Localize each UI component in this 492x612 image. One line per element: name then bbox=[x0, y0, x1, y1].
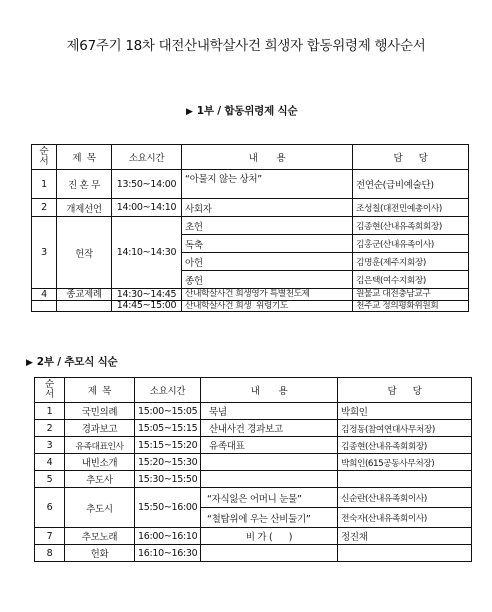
table-header-row bbox=[35, 378, 472, 403]
cell-content bbox=[201, 471, 338, 488]
header-item: 제 목 bbox=[65, 378, 135, 403]
cell-content: 아헌 bbox=[182, 253, 353, 271]
cell-person: 김종현(산내유족회회장) bbox=[353, 217, 469, 235]
part1-heading bbox=[186, 103, 297, 118]
triangle-right-icon: ▶ bbox=[26, 358, 33, 368]
header-time: 소요시간 bbox=[112, 145, 182, 170]
cell-time: 14:00~14:10 bbox=[112, 199, 182, 217]
cell-person: 신순란(산내유족회이사) bbox=[338, 488, 472, 508]
cell-content: 종헌 bbox=[182, 271, 353, 289]
cell-content: 독축 bbox=[182, 235, 353, 253]
cell-time: 15:15~15:20 bbox=[135, 437, 201, 454]
cell-no: 5 bbox=[35, 471, 65, 488]
cell-item: 진 혼 무 bbox=[57, 170, 112, 199]
cell-item bbox=[57, 301, 112, 312]
cell-time: 15:20~15:30 bbox=[135, 454, 201, 471]
cell-content: 사회자 bbox=[182, 199, 353, 217]
cell-item: 추모노래 bbox=[65, 528, 135, 545]
cell-content: 유족대표 bbox=[201, 437, 338, 454]
cell-content: 산내학살사건 희생 위령기도 bbox=[182, 301, 353, 312]
part1-heading-text: 1부 / 합동위령제 식순 bbox=[196, 105, 298, 117]
cell-person: 원불교 대전충남교구 bbox=[353, 289, 469, 301]
cell-person: 김종현(산내유족회회장) bbox=[338, 437, 472, 454]
cell-time: 16:00~16:10 bbox=[135, 528, 201, 545]
table-row bbox=[35, 488, 472, 508]
cell-item: 국민의례 bbox=[65, 403, 135, 420]
cell-no: 2 bbox=[35, 420, 65, 437]
cell-no: 4 bbox=[35, 454, 65, 471]
table-row bbox=[32, 217, 469, 235]
cell-item: 헌작 bbox=[57, 217, 112, 289]
cell-no: 6 bbox=[35, 488, 65, 528]
cell-person bbox=[338, 471, 472, 488]
cell-time: 15:00~15:05 bbox=[135, 403, 201, 420]
cell-content: “철탑위에 우는 산비둘기” bbox=[201, 508, 338, 528]
cell-person: 김명훈(제주지회장) bbox=[353, 253, 469, 271]
header-time: 소요시간 bbox=[135, 378, 201, 403]
table-row bbox=[35, 420, 472, 437]
cell-person: 전숙자(산내유족회이사) bbox=[338, 508, 472, 528]
cell-time: 15:30~15:50 bbox=[135, 471, 201, 488]
header-no: 순 서 bbox=[35, 378, 65, 403]
table-header-row bbox=[32, 145, 469, 170]
page-title: 제67주기 18차 대전산내학살사건 희생자 합동위령제 행사순서 bbox=[66, 38, 426, 54]
cell-person: 전연순(급비예술단) bbox=[353, 170, 469, 199]
cell-content: 산내사건 경과보고 bbox=[201, 420, 338, 437]
cell-content: 초헌 bbox=[182, 217, 353, 235]
cell-content bbox=[201, 454, 338, 471]
cell-time: 14:45~15:00 bbox=[112, 301, 182, 312]
cell-time: 14:10~14:30 bbox=[112, 217, 182, 289]
cell-no: 8 bbox=[35, 545, 65, 562]
cell-person: 박희인 bbox=[338, 403, 472, 420]
cell-content: “아물지 않는 상처” bbox=[182, 170, 353, 199]
cell-content: 비 가 ( ) bbox=[201, 528, 338, 545]
cell-person: 조성칠(대전민예총이사) bbox=[353, 199, 469, 217]
cell-no: 1 bbox=[32, 170, 57, 199]
triangle-right-icon: ▶ bbox=[186, 107, 193, 117]
cell-time: 15:05~15:15 bbox=[135, 420, 201, 437]
cell-item: 유족대표인사 bbox=[65, 437, 135, 454]
cell-no: 3 bbox=[35, 437, 65, 454]
table-row bbox=[32, 301, 469, 312]
part2-heading bbox=[26, 354, 118, 369]
cell-no: 1 bbox=[35, 403, 65, 420]
cell-time: 16:10~16:30 bbox=[135, 545, 201, 562]
table-row bbox=[35, 403, 472, 420]
cell-content: “자식잃은 어머니 눈물” bbox=[201, 488, 338, 508]
cell-time: 13:50~14:00 bbox=[112, 170, 182, 199]
cell-item: 개제선언 bbox=[57, 199, 112, 217]
cell-person: 김은택(여수지회장) bbox=[353, 271, 469, 289]
header-no: 순 서 bbox=[32, 145, 57, 170]
table-row bbox=[35, 545, 472, 562]
cell-time: 14:30~14:45 bbox=[112, 289, 182, 301]
cell-content: 묵념 bbox=[201, 403, 338, 420]
table-row bbox=[35, 437, 472, 454]
cell-no: 2 bbox=[32, 199, 57, 217]
header-item: 제 목 bbox=[57, 145, 112, 170]
table-row bbox=[35, 471, 472, 488]
cell-person: 정진채 bbox=[338, 528, 472, 545]
cell-person: 김홍군(산내유족이사) bbox=[353, 235, 469, 253]
table-row bbox=[35, 528, 472, 545]
header-content: 내 용 bbox=[182, 145, 353, 170]
cell-content: 산내학살사건 희생영가 특별천도제 bbox=[182, 289, 353, 301]
cell-person: 천주교 정의평화위원회 bbox=[353, 301, 469, 312]
cell-no: 7 bbox=[35, 528, 65, 545]
part2-table bbox=[34, 377, 472, 562]
cell-item: 내빈소개 bbox=[65, 454, 135, 471]
cell-person: 박희인(615공동사무처장) bbox=[338, 454, 472, 471]
cell-item: 종교제례 bbox=[57, 289, 112, 301]
table-row bbox=[32, 170, 469, 199]
cell-person: 김정동(참여연대사무처장) bbox=[338, 420, 472, 437]
cell-time: 15:50~16:00 bbox=[135, 488, 201, 528]
cell-item: 추도사 bbox=[65, 471, 135, 488]
cell-no: 3 bbox=[32, 217, 57, 289]
table-row bbox=[32, 199, 469, 217]
header-content: 내 용 bbox=[201, 378, 338, 403]
header-person: 담 당 bbox=[353, 145, 469, 170]
header-person: 담 당 bbox=[338, 378, 472, 403]
cell-content bbox=[201, 545, 338, 562]
cell-person bbox=[338, 545, 472, 562]
cell-item: 헌화 bbox=[65, 545, 135, 562]
table-row bbox=[35, 454, 472, 471]
cell-item: 추도시 bbox=[65, 488, 135, 528]
part1-table bbox=[31, 144, 469, 312]
cell-no bbox=[32, 301, 57, 312]
cell-item: 경과보고 bbox=[65, 420, 135, 437]
part2-heading-text: 2부 / 추모식 식순 bbox=[36, 356, 118, 368]
table-row bbox=[32, 289, 469, 301]
cell-no: 4 bbox=[32, 289, 57, 301]
